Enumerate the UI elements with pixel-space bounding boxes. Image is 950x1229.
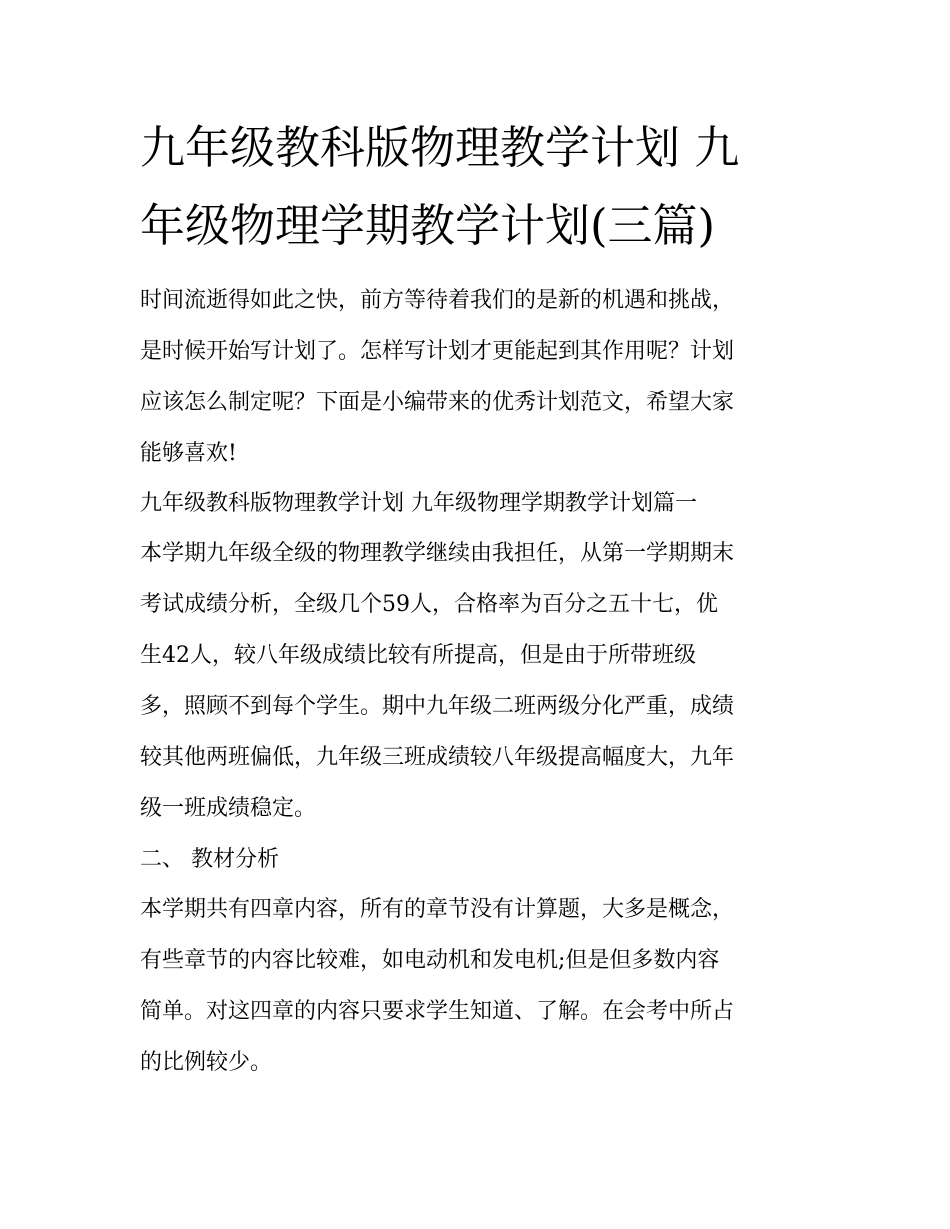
analysis-line-6: 级一班成绩稳定。 [140, 796, 317, 821]
intro-line-4: 能够喜欢! [140, 441, 237, 466]
intro-line-3: 应该怎么制定呢？下面是小编带来的优秀计划范文，希望大家 [140, 390, 735, 415]
analysis-line-4: 多，照顾不到每个学生。期中九年级二班两级分化严重，成绩 [140, 694, 735, 719]
analysis-line-2: 考试成绩分析，全级几个59人，合格率为百分之五十七，优 [140, 592, 718, 617]
section-heading-textbook-analysis: 二、 教材分析 [140, 847, 279, 872]
textbook-line-2: 有些章节的内容比较难，如电动机和发电机;但是但多数内容 [140, 948, 720, 973]
analysis-line-1: 本学期九年级全级的物理教学继续由我担任，从第一学期期末 [140, 541, 735, 566]
textbook-line-4: 的比例较少。 [140, 1050, 273, 1075]
document-title-line-1: 九年级教科版物理教学计划 九 [140, 121, 740, 174]
document-title-line-2: 年级物理学期教学计划(三篇) [140, 199, 716, 252]
intro-line-1: 时间流逝得如此之快，前方等待着我们的是新的机遇和挑战， [140, 288, 735, 313]
intro-line-2: 是时候开始写计划了。怎样写计划才更能起到其作用呢？计划 [140, 339, 735, 364]
textbook-line-3: 简单。对这四章的内容只要求学生知道、了解。在会考中所占 [140, 999, 735, 1024]
section-heading-part-one: 九年级教科版物理教学计划 九年级物理学期教学计划篇一 [140, 491, 697, 516]
textbook-line-1: 本学期共有四章内容，所有的章节没有计算题，大多是概念， [140, 897, 735, 922]
analysis-line-3: 生42人，较八年级成绩比较有所提高，但是由于所带班级 [140, 643, 696, 668]
analysis-line-5: 较其他两班偏低，九年级三班成绩较八年级提高幅度大，九年 [140, 745, 735, 770]
